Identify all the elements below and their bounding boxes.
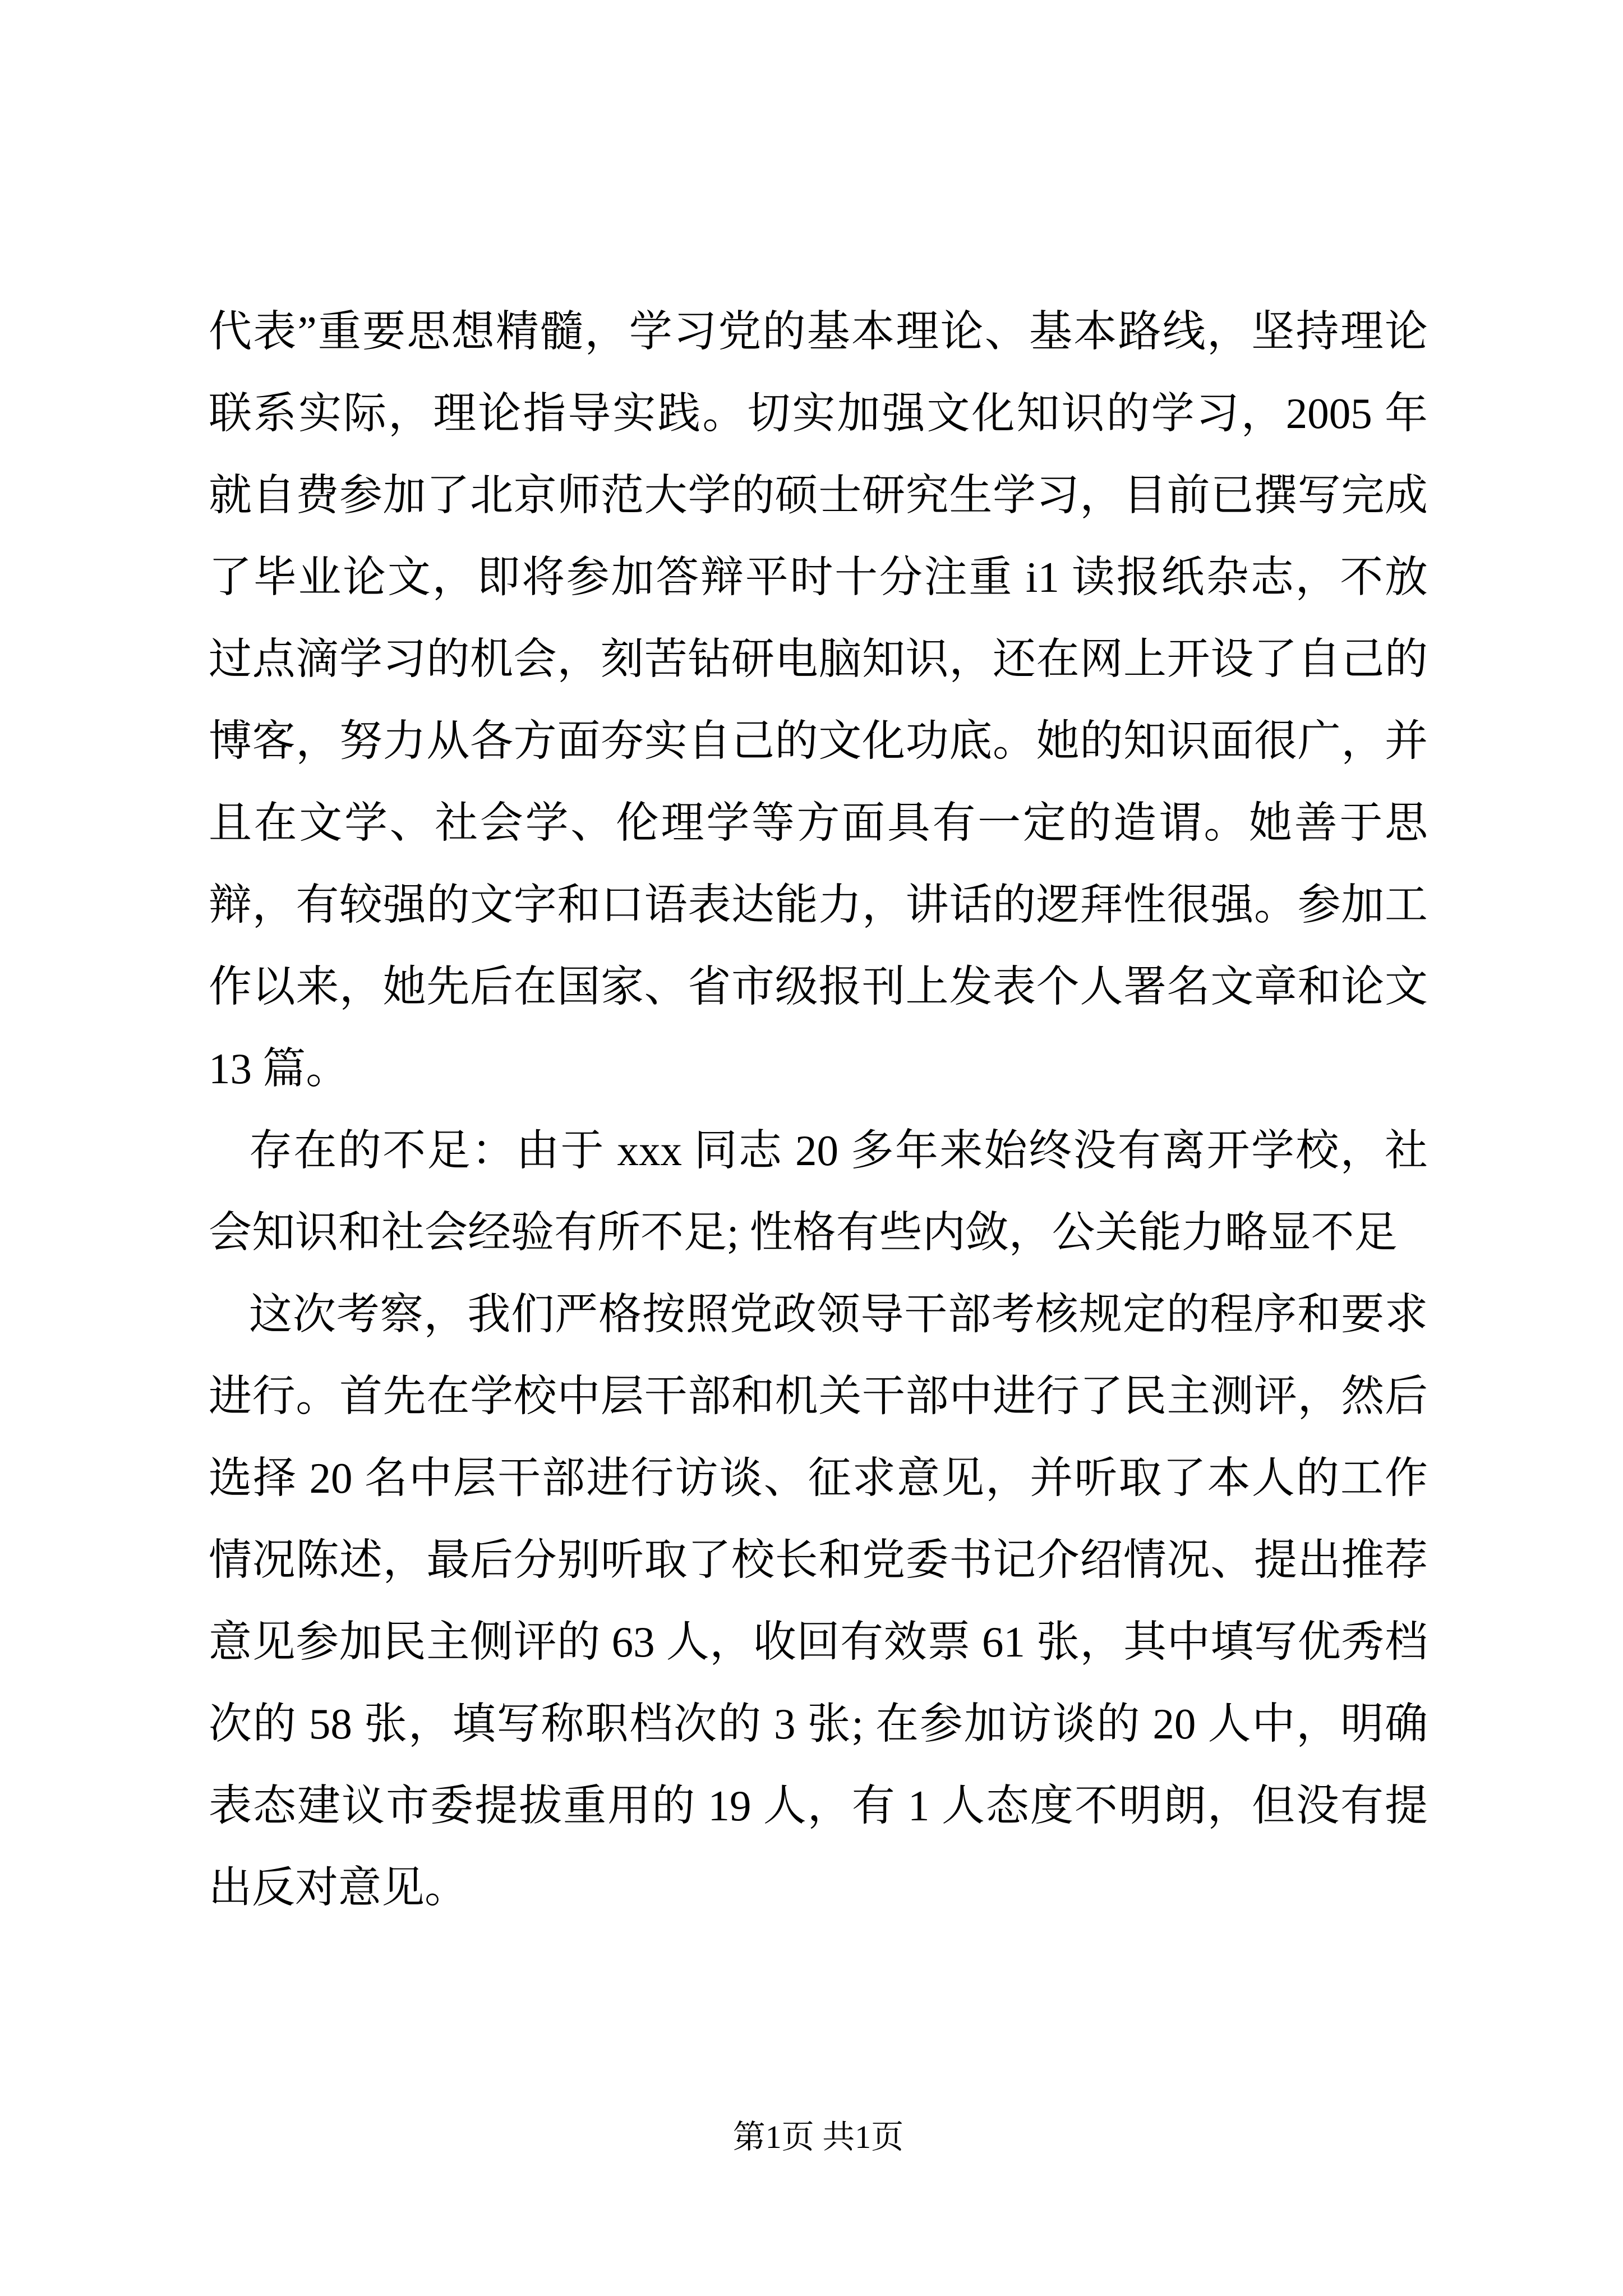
paragraph-3: 这次考察，我们严格按照党政领导干部考核规定的程序和要求进行。首先在学校中层干部和机关干部中进行了民主测评，然后选择 20 名中层干部进行访谈、征求意见，并听取了本人的工作情况陈述，最后分别听取了校长和党委书记介绍情况、提出推荐意见参加民主侧评的 63 人，收回有效票 61 张，其中填写优秀档次的 58 张，填写称职档次的 3 张; 在参加访谈的 20 人中，明确表态建议市委提拔重用的 19 人，有 1 人态度不明朗，但没有提出反对意见。 (209, 1290, 1428, 1912)
paragraph-1: 代表”重要思想精髓，学习党的基本理论、基本路线，坚持理论联系实际，理论指导实践。切实加强文化知识的学习，2005 年就自费参加了北京师范大学的硕士研究生学习，目前已撰写完成了毕业论文，即将参加答辩平时十分注重 i1 读报纸杂志，不放过点滴学习的机会，刻苦钻研电脑知识，还在网上开设了自己的博客，努力从各方面夯实自己的文化功底。她的知识面很广，并且在文学、社会学、伦理学等方面具有一定的造谓。她善于思辩，有较强的文字和口语表达能力，讲话的逻拜性很强。参加工作以来，她先后在国家、省市级报刊上发表个人署名文章和论文 13 篇。 (209, 307, 1428, 1093)
paragraph-2: 存在的不足：由于 xxx 同志 20 多年来始终没有离开学校，社会知识和社会经验有所不足; 性格有些内敛，公关能力略显不足 (209, 1126, 1428, 1257)
document-body (209, 291, 1428, 1929)
page-number-footer: 第1页 共1页 (732, 2119, 904, 2155)
